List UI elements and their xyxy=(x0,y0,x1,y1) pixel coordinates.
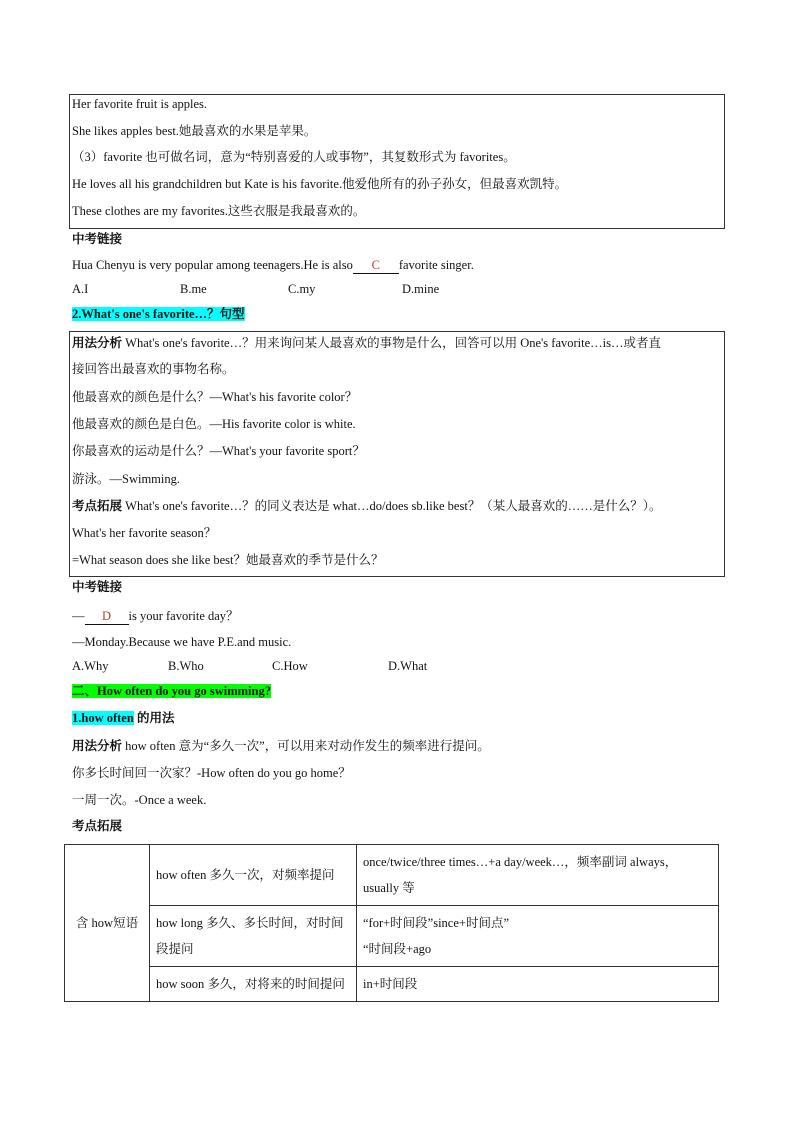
exam-question-1-tail: favorite singer. xyxy=(398,258,474,272)
section-3-heading xyxy=(72,683,271,699)
exam-question-1-text: Hua Chenyu is very popular among teenagers.He is also xyxy=(72,258,353,272)
table-phrase-cell: how often 多久一次，对频率提问 xyxy=(150,845,357,906)
option-d-1: D.mine xyxy=(402,282,440,296)
section-3-usage-text: how often 意为“多久一次”，可以用来对动作发生的频率进行提问。 xyxy=(122,739,490,753)
box2-line-3: 你最喜欢的运动是什么？—What's your favorite sport？ xyxy=(72,444,365,458)
table-usage-line: “for+时间段”since+时间点” xyxy=(363,916,510,930)
option-a-1: A.I xyxy=(72,282,89,296)
box2-line-1: 他最喜欢的颜色是什么？—What's his favorite color？ xyxy=(72,390,358,404)
exam-link-heading-1: 中考链接 xyxy=(72,232,123,246)
table-phrase-cell: how soon 多久，对将来的时间提问 xyxy=(150,967,357,1002)
exam-link-heading-2: 中考链接 xyxy=(72,580,123,594)
box1-line-5: These clothes are my favorites.这些衣服是我最喜欢的。 xyxy=(72,204,366,218)
exam-question-2-tail: is your favorite day？ xyxy=(128,609,239,623)
option-c-1: C.my xyxy=(288,282,316,296)
exam-answer-2: D xyxy=(101,609,112,623)
table-usage-line: once/twice/three times…+a day/week…，频率副词 always， xyxy=(363,855,678,869)
table-row xyxy=(65,906,719,967)
table-usage-line: usually 等 xyxy=(363,881,415,895)
section-3-subheading-suffix: 的用法 xyxy=(133,711,175,725)
box1-line-3: （3）favorite 也可做名词，意为“特别喜爱的人或事物”，其复数形式为 favorites。 xyxy=(72,150,516,164)
box2-ext xyxy=(72,498,662,514)
box2-ext-label: 考点拓展 xyxy=(72,499,123,513)
box2-usage-cont: 接回答出最喜欢的事物名称。 xyxy=(72,362,235,376)
section-3-subheading-text: 1.how often xyxy=(72,711,134,725)
table-usage-cell xyxy=(357,906,719,967)
section-3-line-1: 你多长时间回一次家？-How often do you go home？ xyxy=(72,766,351,780)
section-3-subheading xyxy=(72,710,174,726)
table-usage-line: in+时间段 xyxy=(363,977,418,991)
section-3-heading-text: 二、How often do you go swimming? xyxy=(72,684,271,698)
section-3-line-2: 一周一次。-Once a week. xyxy=(72,793,207,807)
exam-question-2-prefix: — xyxy=(72,609,85,623)
table-group-label: 含 how短语 xyxy=(65,845,150,1002)
exam-question-2-reply: —Monday.Because we have P.E.and music. xyxy=(72,635,292,649)
box2-usage-label: 用法分析 xyxy=(72,336,123,350)
option-c-2: C.How xyxy=(272,659,308,673)
option-b-1: B.me xyxy=(180,282,207,296)
box2-usage-text: What's one's favorite…？用来询问某人最喜欢的事物是什么，回答可以用 One's favorite…is…或者直 xyxy=(122,336,662,350)
table-row xyxy=(65,967,719,1002)
section-2-heading xyxy=(72,306,245,322)
how-phrase-table xyxy=(64,844,719,1002)
table-phrase-cell: how long 多久、多长时间，对时间段提问 xyxy=(150,906,357,967)
box2-line-6: =What season does she like best？她最喜欢的季节是什么？ xyxy=(72,553,384,567)
box2-usage xyxy=(72,335,661,351)
box2-ext-text: What's one's favorite…？的同义表达是 what…do/does sb.like best？（某人最喜欢的……是什么？）。 xyxy=(122,499,662,513)
exam-question-2 xyxy=(72,608,239,625)
option-a-2: A.Why xyxy=(72,659,109,673)
table-row xyxy=(65,845,719,906)
section-3-ext-label: 考点拓展 xyxy=(72,819,123,833)
section-3-usage-label: 用法分析 xyxy=(72,739,123,753)
box2-line-4: 游泳。—Swimming. xyxy=(72,472,180,486)
option-d-2: D.What xyxy=(388,659,428,673)
box2-line-5: What's her favorite season？ xyxy=(72,526,217,540)
box1-line-1: Her favorite fruit is apples. xyxy=(72,97,208,111)
section-2-heading-text: 2.What's one's favorite…？句型 xyxy=(72,307,245,321)
table-usage-cell xyxy=(357,967,719,1002)
exam-answer-1: C xyxy=(371,258,381,272)
box1-line-4: He loves all his grandchildren but Kate is his favorite.他爱他所有的孙子孙女，但最喜欢凯特。 xyxy=(72,177,568,191)
table-usage-line: “时间段+ago xyxy=(363,942,432,956)
table-usage-cell xyxy=(357,845,719,906)
exam-question-1 xyxy=(72,257,474,274)
box2-line-2: 他最喜欢的颜色是白色。—His favorite color is white. xyxy=(72,417,356,431)
box1-line-2: She likes apples best.她最喜欢的水果是苹果。 xyxy=(72,124,317,138)
section-3-usage xyxy=(72,738,490,754)
option-b-2: B.Who xyxy=(168,659,204,673)
